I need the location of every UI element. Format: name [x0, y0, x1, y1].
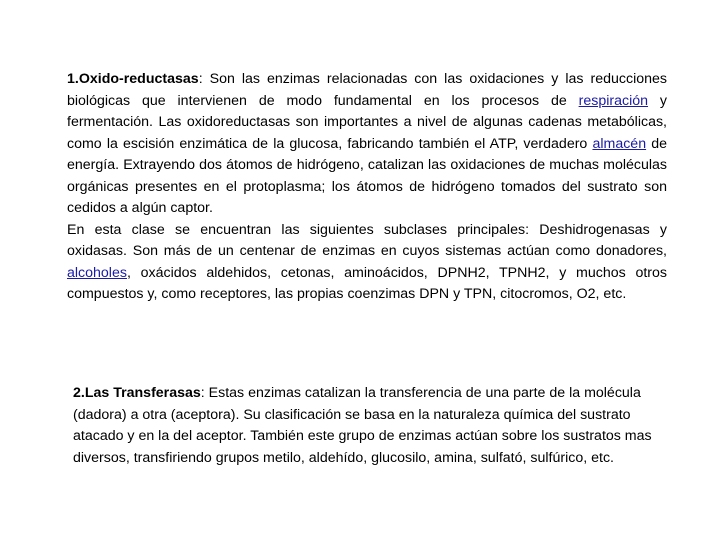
paragraph-text: En esta clase se encuentran las siguientes subclases principales: Deshidrogenasas y oxidasas. Son más de un centenar de enzimas en cuyos sistemas actúan como donadores,	[67, 221, 667, 259]
oxidoreductasas-paragraph-1	[67, 69, 667, 220]
transferasas-term: 2.Las Transferasas	[73, 385, 201, 401]
paragraph-text: , oxácidos aldehidos, cetonas, aminoácidos, DPNH2, TPNH2, y muchos otros compuestos y, como receptores, las propias coenzimas DPN y TPN, citocromos, O2, etc.	[67, 264, 667, 302]
almacen-link[interactable]: almacén	[592, 135, 647, 152]
transferasas-section	[73, 383, 673, 469]
oxidoreductasas-paragraph-2	[67, 220, 667, 306]
term-colon: :	[200, 385, 209, 401]
oxidoreductasas-section	[67, 69, 667, 306]
term-colon: :	[198, 71, 210, 87]
oxidoreductasas-term: 1.Oxido-reductasas	[67, 71, 199, 87]
paragraph-text: Estas enzimas catalizan la transferencia de una parte de la molécula (dadora) a otra (aceptora). Su clasificación se basa en la naturaleza química del sustrato atacado y en la del aceptor. También este grupo de enzimas actúan sobre los sustratos mas diversos, transfiriendo grupos metilo, aldehído, glucosilo, amina, sulfató, sulfúrico, etc.	[73, 385, 652, 466]
paragraph-text: de energía. Extrayendo dos átomos de hidrógeno, catalizan las oxidaciones de muchas moléculas orgánicas presentes en el protoplasma; los átomos de hidrógeno tomados del sustrato son cedidos a algún captor.	[67, 135, 667, 216]
alcoholes-link[interactable]: alcoholes	[67, 264, 127, 281]
transferasas-paragraph	[73, 383, 673, 469]
paragraph-text: y fermentación. Las oxidoreductasas son importantes a nivel de algunas cadenas metabólicas, como la escisión enzimática de la glucosa, fabricando también el ATP, verdadero	[67, 92, 667, 152]
paragraph-text: Son las enzimas relacionadas con las oxidaciones y las reducciones biológicas que intervienen de modo fundamental en los procesos de	[67, 71, 667, 109]
respiracion-link[interactable]: respiración	[578, 92, 649, 109]
